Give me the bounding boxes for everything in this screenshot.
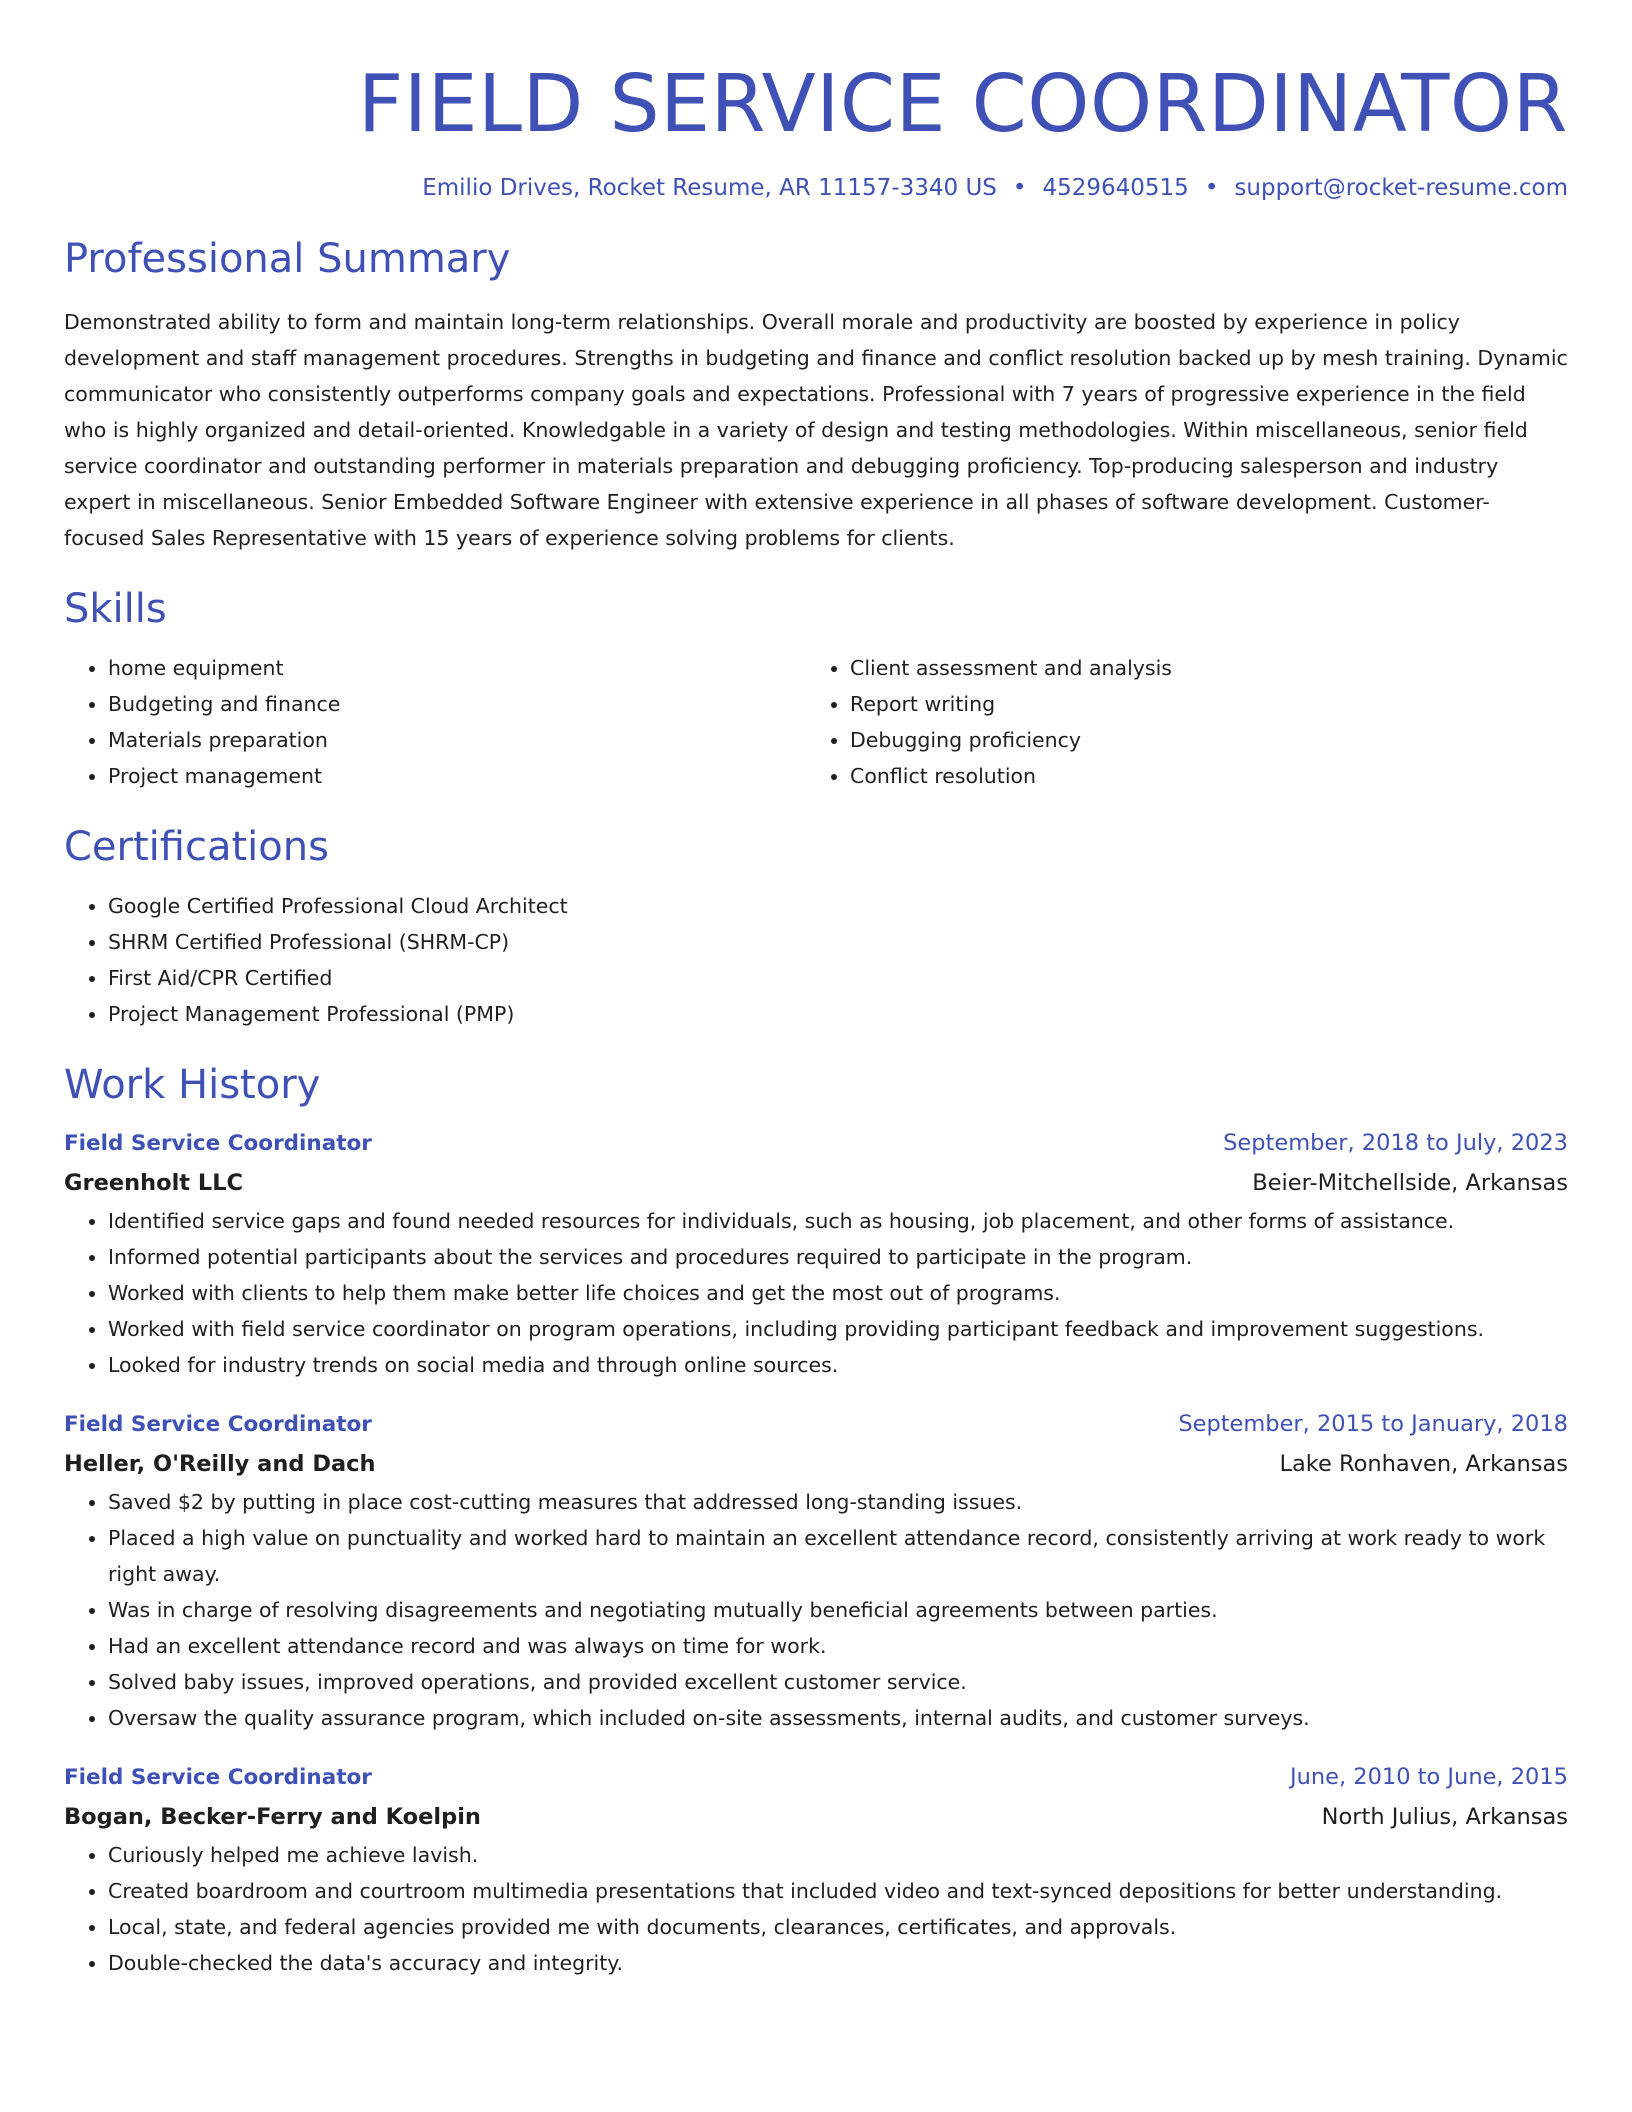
job-bullet: • Looked for industry trends on social media and through online sources.: [108, 1347, 1568, 1383]
job-location: North Julius, Arkansas: [1321, 1804, 1568, 1830]
job-subheader: [64, 1444, 1568, 1484]
skill-item: • Report writing: [850, 686, 1548, 722]
skills-column-right: [806, 650, 1548, 794]
skill-item: • Materials preparation: [108, 722, 806, 758]
job-entry: [64, 1758, 1568, 1981]
job-entry: [64, 1405, 1568, 1736]
job-bullet: • Had an excellent attendance record and was always on time for work.: [108, 1628, 1568, 1664]
certification-item: • SHRM Certified Professional (SHRM-CP): [108, 924, 1568, 960]
summary-heading: Professional Summary: [64, 236, 511, 282]
job-bullet: • Curiously helped me achieve lavish.: [108, 1837, 1568, 1873]
job-title: Field Service Coordinator: [64, 1412, 372, 1437]
job-bullets: [64, 1837, 1568, 1981]
certification-item: • Project Management Professional (PMP): [108, 996, 1568, 1032]
contact-email: support@rocket-resume.com: [1234, 175, 1568, 201]
job-bullet: • Local, state, and federal agencies provided me with documents, clearances, certificates, and approvals.: [108, 1909, 1568, 1945]
skills-list-left: [64, 650, 806, 794]
job-company: Bogan, Becker-Ferry and Koelpin: [64, 1804, 481, 1830]
resume-title: FIELD SERVICE COORDINATOR: [357, 58, 1568, 150]
certifications-list: [64, 888, 1568, 1032]
skills-heading: Skills: [64, 586, 167, 632]
skills-list-right: [806, 650, 1548, 794]
job-bullets: [64, 1203, 1568, 1383]
skill-item: • Client assessment and analysis: [850, 650, 1548, 686]
job-header: [64, 1758, 1568, 1797]
job-title: Field Service Coordinator: [64, 1131, 372, 1156]
skill-item: • home equipment: [108, 650, 806, 686]
job-dates: September, 2018 to July, 2023: [1223, 1130, 1568, 1156]
skills-column-left: [64, 650, 806, 794]
job-bullet: • Worked with clients to help them make better life choices and get the most out of programs.: [108, 1275, 1568, 1311]
job-bullet: • Placed a high value on punctuality and worked hard to maintain an excellent attendance record, consistently arriving at work ready to work right away.: [108, 1520, 1568, 1592]
job-title: Field Service Coordinator: [64, 1765, 372, 1790]
job-bullet: • Saved $2 by putting in place cost-cutting measures that addressed long-standing issues.: [108, 1484, 1568, 1520]
job-location: Beier-Mitchellside, Arkansas: [1252, 1170, 1568, 1196]
job-bullet: • Double-checked the data's accuracy and integrity.: [108, 1945, 1568, 1981]
job-dates: June, 2010 to June, 2015: [1289, 1764, 1568, 1790]
job-company: Greenholt LLC: [64, 1170, 244, 1196]
certifications-heading: Certifications: [64, 824, 329, 870]
job-bullet: • Solved baby issues, improved operations, and provided excellent customer service.: [108, 1664, 1568, 1700]
contact-phone: 4529640515: [1042, 175, 1189, 201]
job-bullet: • Oversaw the quality assurance program, which included on-site assessments, internal audits, and customer surveys.: [108, 1700, 1568, 1736]
job-bullet: • Identified service gaps and found needed resources for individuals, such as housing, job placement, and other forms of assistance.: [108, 1203, 1568, 1239]
job-subheader: [64, 1163, 1568, 1203]
job-bullet: • Created boardroom and courtroom multimedia presentations that included video and text-synced depositions for better understanding.: [108, 1873, 1568, 1909]
job-dates: September, 2015 to January, 2018: [1178, 1411, 1568, 1437]
job-bullet: • Worked with field service coordinator on program operations, including providing participant feedback and improvement suggestions.: [108, 1311, 1568, 1347]
skills-grid: [64, 650, 1568, 794]
resume-page: [64, 0, 1568, 1981]
contact-separator: •: [1204, 175, 1219, 201]
summary-section: [64, 234, 1568, 556]
skills-section: [64, 584, 1568, 794]
certifications-section: [64, 822, 1568, 1032]
job-header: [64, 1124, 1568, 1163]
job-entry: [64, 1124, 1568, 1383]
contact-address: Emilio Drives, Rocket Resume, AR 11157-3340 US: [422, 175, 997, 201]
work-history-heading: Work History: [64, 1062, 321, 1108]
certification-item: • Google Certified Professional Cloud Architect: [108, 888, 1568, 924]
certification-item: • First Aid/CPR Certified: [108, 960, 1568, 996]
job-location: Lake Ronhaven, Arkansas: [1279, 1451, 1568, 1477]
contact-separator: •: [1012, 175, 1027, 201]
skill-item: • Budgeting and finance: [108, 686, 806, 722]
summary-text: Demonstrated ability to form and maintain long-term relationships. Overall morale and productivity are boosted by experience in policy development and staff management procedures. Strengths in budgeting and finance and conflict resolution backed up by mesh training. Dynamic communicator who consistently outperforms company goals and expectations. Professional with 7 years of progressive experience in the field who is highly organized and detail-oriented. Knowledgable in a variety of design and testing methodologies. Within miscellaneous, senior field service coordinator and outstanding performer in materials preparation and debugging proficiency. Top-producing salesperson and industry expert in miscellaneous. Senior Embedded Software Engineer with extensive experience in all phases of software development. Customer-focused Sales Representative with 15 years of experience solving problems for clients.: [64, 310, 1568, 550]
job-bullets: [64, 1484, 1568, 1736]
job-company: Heller, O'Reilly and Dach: [64, 1451, 376, 1477]
skill-item: • Debugging proficiency: [850, 722, 1548, 758]
skill-item: • Project management: [108, 758, 806, 794]
skill-item: • Conflict resolution: [850, 758, 1548, 794]
job-bullet: • Informed potential participants about the services and procedures required to participate in the program.: [108, 1239, 1568, 1275]
contact-info: [64, 172, 1568, 204]
job-header: [64, 1405, 1568, 1444]
work-history-section: [64, 1060, 1568, 1981]
job-bullet: • Was in charge of resolving disagreements and negotiating mutually beneficial agreements between parties.: [108, 1592, 1568, 1628]
job-subheader: [64, 1797, 1568, 1837]
